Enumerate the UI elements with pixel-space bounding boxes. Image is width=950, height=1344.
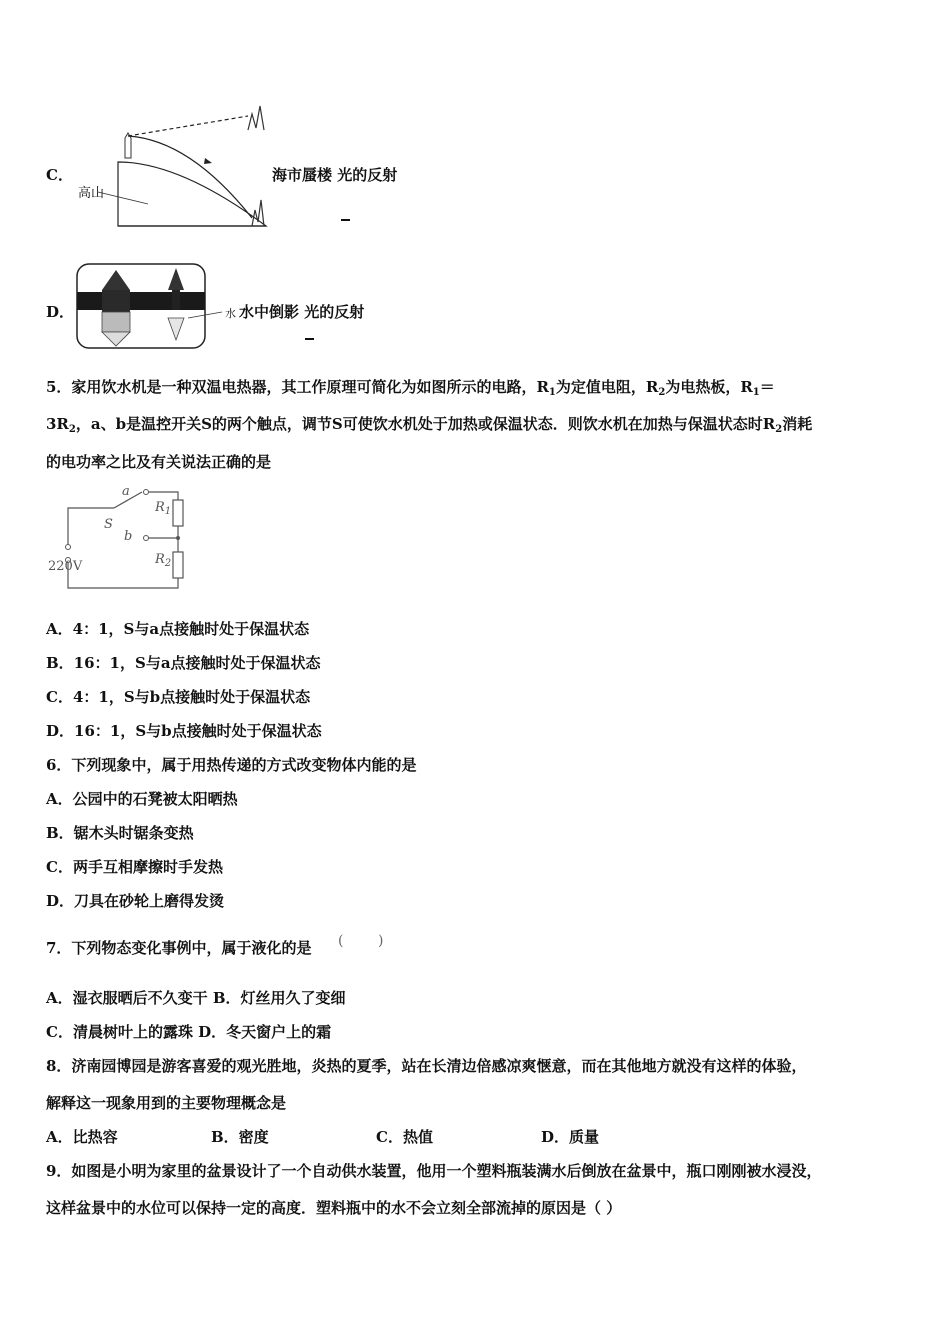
q7-options-row1: A．湿衣服晒后不久变干 B．灯丝用久了变细 xyxy=(46,989,346,1007)
option-d-label: D． xyxy=(46,303,75,321)
q5-stem-line1: 5．家用饮水机是一种双温电热器，其工作原理可简化为如图所示的电路，$R_1$为定值电阻，$R_2$为电热板，$R_1=$ xyxy=(46,378,775,398)
contact-b-label: b xyxy=(124,529,133,544)
water-label: 水 xyxy=(225,307,236,320)
q5-option-b: B．16：1，S与a点接触时处于保温状态 xyxy=(46,654,321,672)
reflection-diagram xyxy=(76,262,208,350)
q6-stem: 6．下列现象中，属于用热传递的方式改变物体内能的是 xyxy=(46,756,417,774)
q8-stem-line2: 解释这一现象用到的主要物理概念是 xyxy=(46,1094,287,1112)
mountain-label: 高山 xyxy=(78,186,105,201)
q5-stem-line3: 的电功率之比及有关说法正确的是 xyxy=(46,453,272,471)
q7-options-row2: C．清晨树叶上的露珠 D．冬天窗户上的霜 xyxy=(46,1023,332,1041)
circuit-diagram xyxy=(44,478,194,596)
q8-stem-line1: 8．济南园博园是游客喜爱的观光胜地，炎热的夏季，站在长清边倍感凉爽惬意，而在其他地方就没有这样的体验， xyxy=(46,1057,807,1075)
q6-option-a: A．公园中的石凳被太阳晒热 xyxy=(46,790,238,808)
mirage-diagram xyxy=(70,100,280,230)
q7-paren-close: ) xyxy=(378,933,384,949)
q5-stem-line2: $3R_2$，a、b是温控开关S的两个触点，调节S可使饮水机处于加热或保温状态．则饮水机在加热与保温状态时$R_2$消耗 xyxy=(46,415,813,435)
option-d-text: 水中倒影 光的反射 xyxy=(239,303,365,321)
q8-option-b: B．密度 xyxy=(211,1128,269,1146)
q6-option-d: D．刀具在砂轮上磨得发烫 xyxy=(46,892,225,910)
q9-stem-line1: 9．如图是小明为家里的盆景设计了一个自动供水装置，他用一个塑料瓶装满水后倒放在盆景中，瓶口刚刚被水浸没， xyxy=(46,1162,822,1180)
q7-paren-open: ( xyxy=(338,933,344,949)
q8-option-d: D．质量 xyxy=(541,1128,600,1146)
q6-option-c: C．两手互相摩擦时手发热 xyxy=(46,858,223,876)
r1-label: $R_1$ xyxy=(155,500,172,517)
q9-stem-line2: 这样盆景中的水位可以保持一定的高度．塑料瓶中的水不会立刻全部流掉的原因是（ ） xyxy=(46,1199,622,1217)
contact-a-label: a xyxy=(122,484,130,499)
switch-s-label: S xyxy=(104,517,113,532)
q5-option-c: C．4：1，S与b点接触时处于保温状态 xyxy=(46,688,311,706)
blank-mark xyxy=(341,219,350,221)
option-c-label: C． xyxy=(46,166,73,184)
q8-option-c: C．热值 xyxy=(376,1128,433,1146)
q6-option-b: B．锯木头时锯条变热 xyxy=(46,824,194,842)
q5-option-a: A．4：1，S与a点接触时处于保温状态 xyxy=(46,620,310,638)
q8-option-a: A．比热容 xyxy=(46,1128,118,1146)
q5-option-d: D．16：1，S与b点接触时处于保温状态 xyxy=(46,722,322,740)
blank-mark xyxy=(305,338,314,340)
voltage-label: 220V xyxy=(48,559,83,574)
option-c-text: 海市蜃楼 光的反射 xyxy=(272,166,398,184)
q7-stem: 7．下列物态变化事例中，属于液化的是 xyxy=(46,939,312,957)
r2-label: $R_2$ xyxy=(155,552,172,569)
